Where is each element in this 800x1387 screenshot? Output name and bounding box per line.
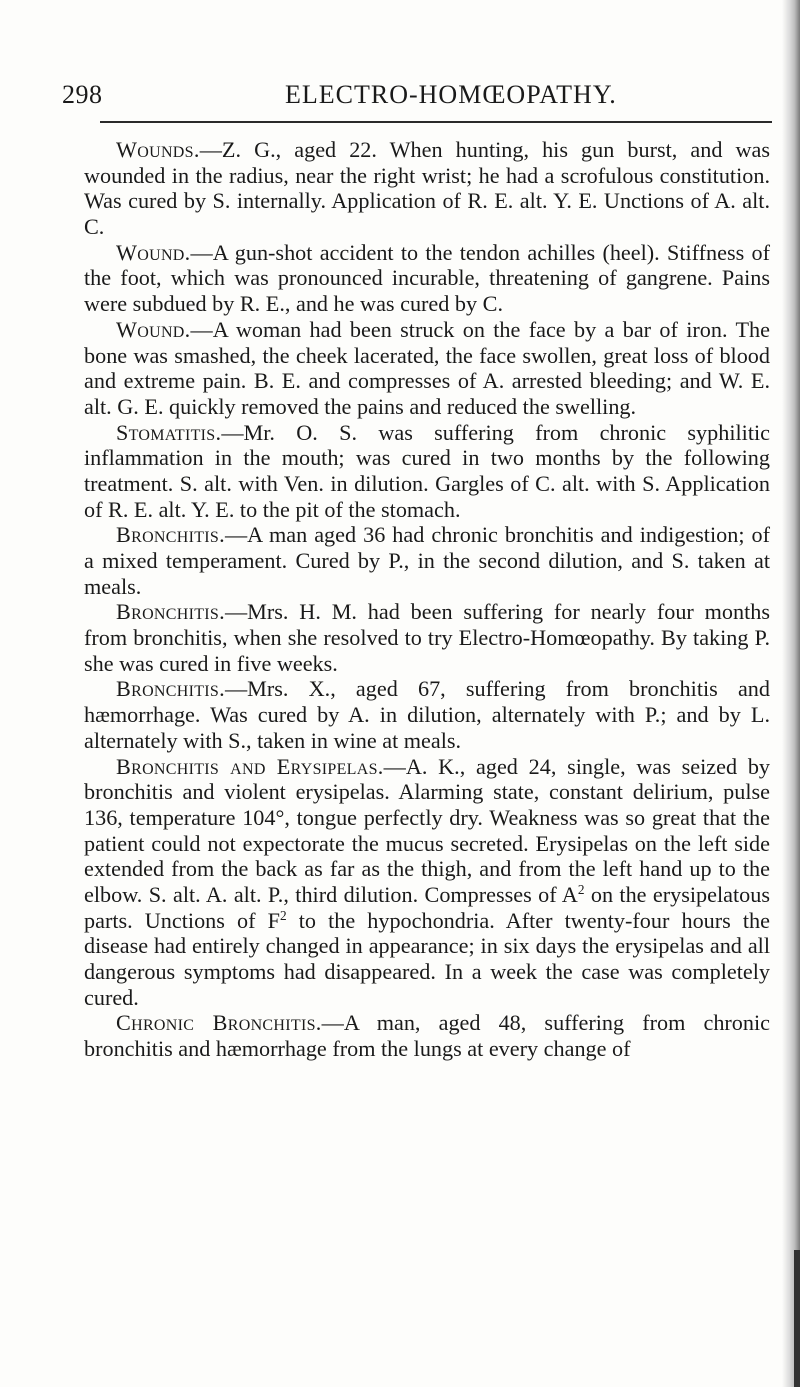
entry-heading: Wounds. [116, 137, 200, 162]
entry-text: —Mrs. X., aged 67, suffering from bronchitis and hæmorrhage. Was cured by A. in dilution, alternately with P.; and by L. alternately with S., taken in wine at meals. [84, 676, 770, 753]
entry-heading: Bronchitis. [116, 522, 225, 548]
entry-text: to the hypochondria. After twenty-four hours the disease had entirely changed in appearance; in six days the erysipelas and all dangerous symptoms had disappeared. In a week the case was completely cured. [84, 907, 770, 1010]
body-text [84, 137, 770, 1062]
entry-text: —Mrs. H. M. had been suffering for nearly four months from bronchitis, when she resolved to try Electro-Homœopathy. By taking P. she was cured in five weeks. [84, 599, 770, 676]
entry-heading: Bronchitis. [116, 599, 225, 625]
header-rule [100, 121, 772, 123]
entry-text: —A gun-shot accident to the tendon achilles (heel). Stiffness of the foot, which was pronounced incurable, threatening of gangrene. Pains were subdued by R. E., and he was cured by C. [84, 239, 770, 317]
superscript: 2 [279, 907, 287, 923]
entry-bronchitis-1 [84, 522, 770, 599]
entry-heading: Stomatitis. [116, 419, 222, 445]
entry-heading: Wound. [116, 239, 191, 265]
page-header [0, 80, 800, 120]
entry-wound-face [84, 317, 770, 420]
page-edge-dark [794, 1250, 800, 1387]
entry-text: —Mr. O. S. was suffering from chronic syphilitic inflammation in the mouth; was cured in two months by the following treatment. S. alt. with Ven. in dilution. Gargles of C. alt. with S. Application of R. E. alt. Y. E. to the pit of the stomach. [84, 419, 770, 522]
entry-heading: Bronchitis. [116, 676, 225, 702]
entry-text: —A man aged 36 had chronic bronchitis and indigestion; of a mixed temperament. Cured by P., in the second dilution, and S. taken at meals. [84, 522, 770, 599]
entry-heading: Chronic Bronchitis. [116, 1010, 322, 1036]
page-number: 298 [62, 80, 103, 109]
entry-wounds [84, 137, 770, 240]
entry-wound-heel [84, 240, 770, 317]
entry-text: —A woman had been struck on the face by a bar of iron. The bone was smashed, the cheek lacerated, the face swollen, great loss of blood and extreme pain. B. E. and compresses of A. arrested bleeding; and W. E. alt. G. E. quickly removed the pains and reduced the swelling. [84, 316, 770, 419]
entry-text: —A. K., aged 24, single, was seized by bronchitis and violent erysipelas. Alarming state, constant delirium, pulse 136, temperature 104°, tongue perfectly dry. Weakness was so great that the patient could not expectorate the mucus secreted. Erysipelas on the left side extended from the back as far as the thigh, and from the left hand up to the elbow. S. alt. A. alt. P., third dilution. Compresses of A [84, 753, 771, 907]
entry-bronchitis-3 [84, 676, 770, 753]
page-edge-shadow [782, 0, 800, 1387]
entry-bronchitis-erysipelas [84, 754, 770, 1011]
entry-stomatitis [84, 420, 770, 523]
superscript: 2 [577, 881, 585, 897]
entry-text: —Z. G., aged 22. When hunting, his gun burst, and was wounded in the radius, near the right wrist; he had a scrofulous constitution. Was cured by S. internally. Application of R. E. alt. Y. E. Unctions of A. alt. C. [84, 137, 770, 240]
entry-chronic-bronchitis [84, 1010, 770, 1061]
running-title: ELECTRO-HOMŒOPATHY. [285, 80, 617, 109]
entry-heading: Bronchitis and Erysipelas. [116, 753, 384, 779]
entry-heading: Wound. [116, 316, 191, 342]
entry-bronchitis-2 [84, 599, 770, 676]
entry-text: on the erysipelatous parts. Unctions of F [84, 881, 770, 933]
entry-text: —A man, aged 48, suffering from chronic bronchitis and hæmorrhage from the lungs at every change of [84, 1010, 770, 1062]
